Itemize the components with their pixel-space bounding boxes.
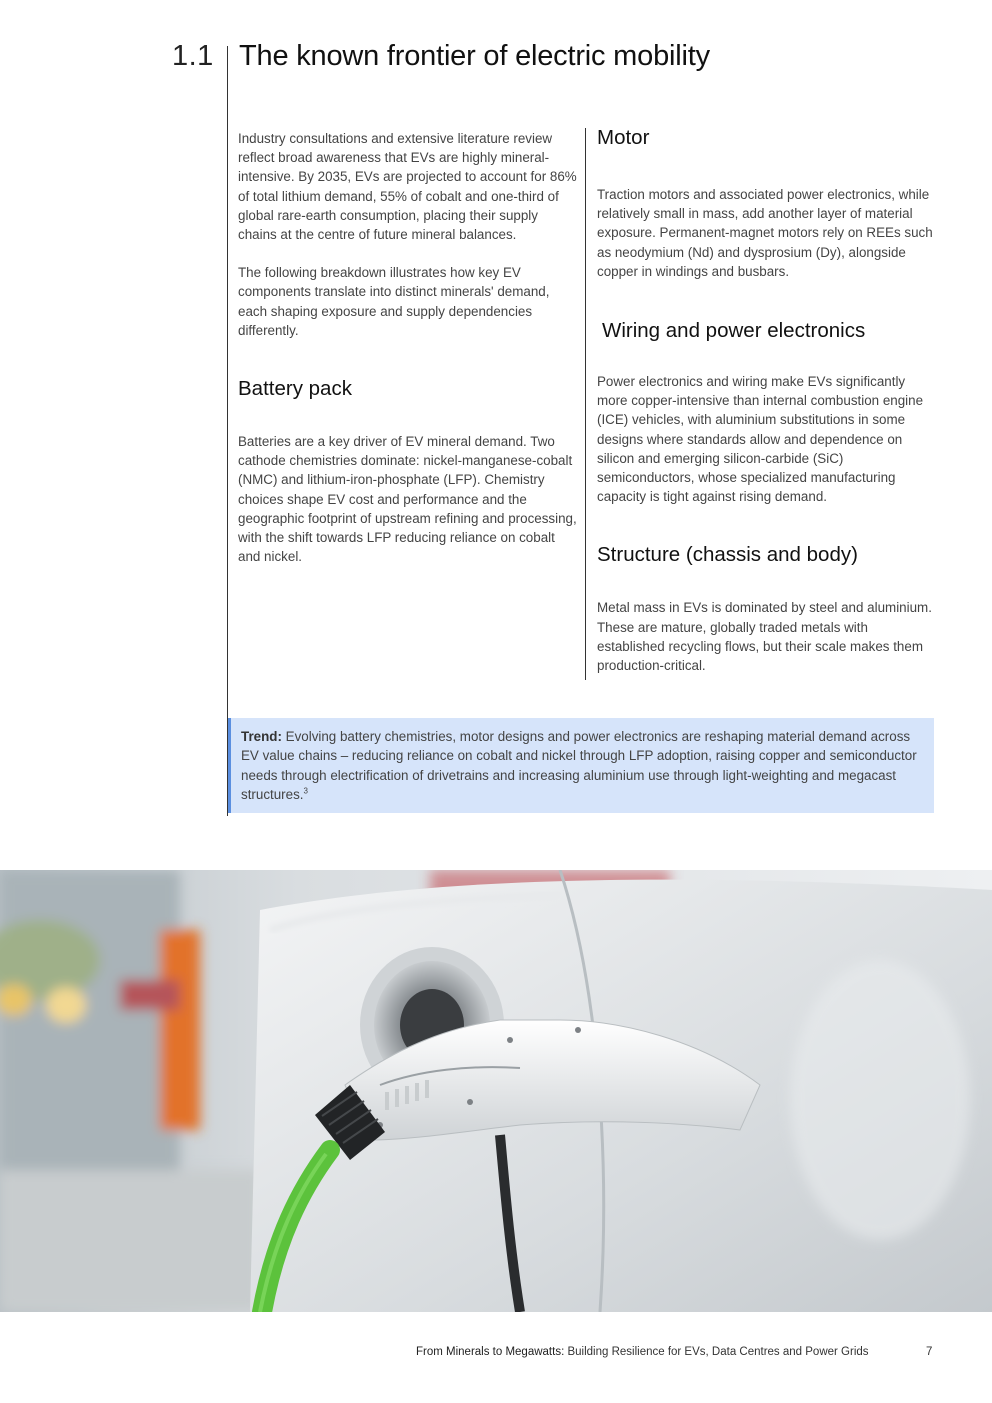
wiring-text: Power electronics and wiring make EVs significantly more copper-intensive than internal combustion engine (ICE) vehicles, with aluminium substitutions in some designs where standards allow and dependence on silicon and emerging silicon-carbide (SiC) semiconductors, whose specialized manufacturing capacity is tight against rising demand. <box>597 374 924 505</box>
trend-label: Trend: <box>241 729 282 744</box>
footer-title <box>416 1346 869 1358</box>
footer-title-rest: Building Resilience for EVs, Data Centres and Power Grids <box>564 1346 869 1358</box>
left-column <box>238 129 578 566</box>
footer-title-bold: From Minerals to Megawatts: <box>416 1346 565 1358</box>
trend-text: Evolving battery chemistries, motor designs and power electronics are reshaping material demand across EV value chains – reducing reliance on cobalt and nickel through LFP adoption, raising copper and semiconductor needs through electrification of drivetrains and increasing aluminium use through light-weighting and megacast structures. <box>241 729 917 803</box>
section-title: The known frontier of electric mobility <box>239 40 710 72</box>
structure-heading: Structure (chassis and body) <box>597 543 858 567</box>
intro-paragraph-2: The following breakdown illustrates how key EV components translate into distinct minerals' demand, each shaping exposure and supply dependencies differently. <box>238 265 550 338</box>
intro-paragraph-1: Industry consultations and extensive literature review reflect broad awareness that EVs are highly mineral-intensive. By 2035, EVs are projected to account for 86% of total lithium demand, 55% of cobalt and one-third of global rare-earth consumption, placing their supply chains at the centre of future mineral balances. <box>238 131 577 243</box>
motor-heading: Motor <box>597 126 650 149</box>
trend-footnote: 3 <box>303 786 308 796</box>
motor-text: Traction motors and associated power electronics, while relatively small in mass, add another layer of material exposure. Permanent-magnet motors rely on REEs such as neodymium (Nd) and dysprosium (Dy), alongside copper in windings and busbars. <box>597 187 933 279</box>
page-number: 7 <box>926 1346 933 1358</box>
column-divider <box>585 128 586 680</box>
structure-text: Metal mass in EVs is dominated by steel and aluminium. These are mature, globally traded metals with established recycling flows, but their scale makes them production-critical. <box>597 600 932 674</box>
section-divider <box>227 46 228 816</box>
ev-charging-photo <box>0 870 992 1312</box>
battery-heading: Battery pack <box>238 377 352 401</box>
right-column <box>597 125 937 675</box>
section-number: 1.1 <box>172 40 214 72</box>
battery-text: Batteries are a key driver of EV mineral demand. Two cathode chemistries dominate: nickel-manganese-cobalt (NMC) and lithium-iron-phosphate (LFP). Chemistry choices shape EV cost and performance and the geographic footprint of upstream refining and processing, with the shift towards LFP reducing reliance on cobalt and nickel. <box>238 434 577 565</box>
wiring-heading: Wiring and power electronics <box>602 319 866 343</box>
trend-callout <box>228 718 934 813</box>
